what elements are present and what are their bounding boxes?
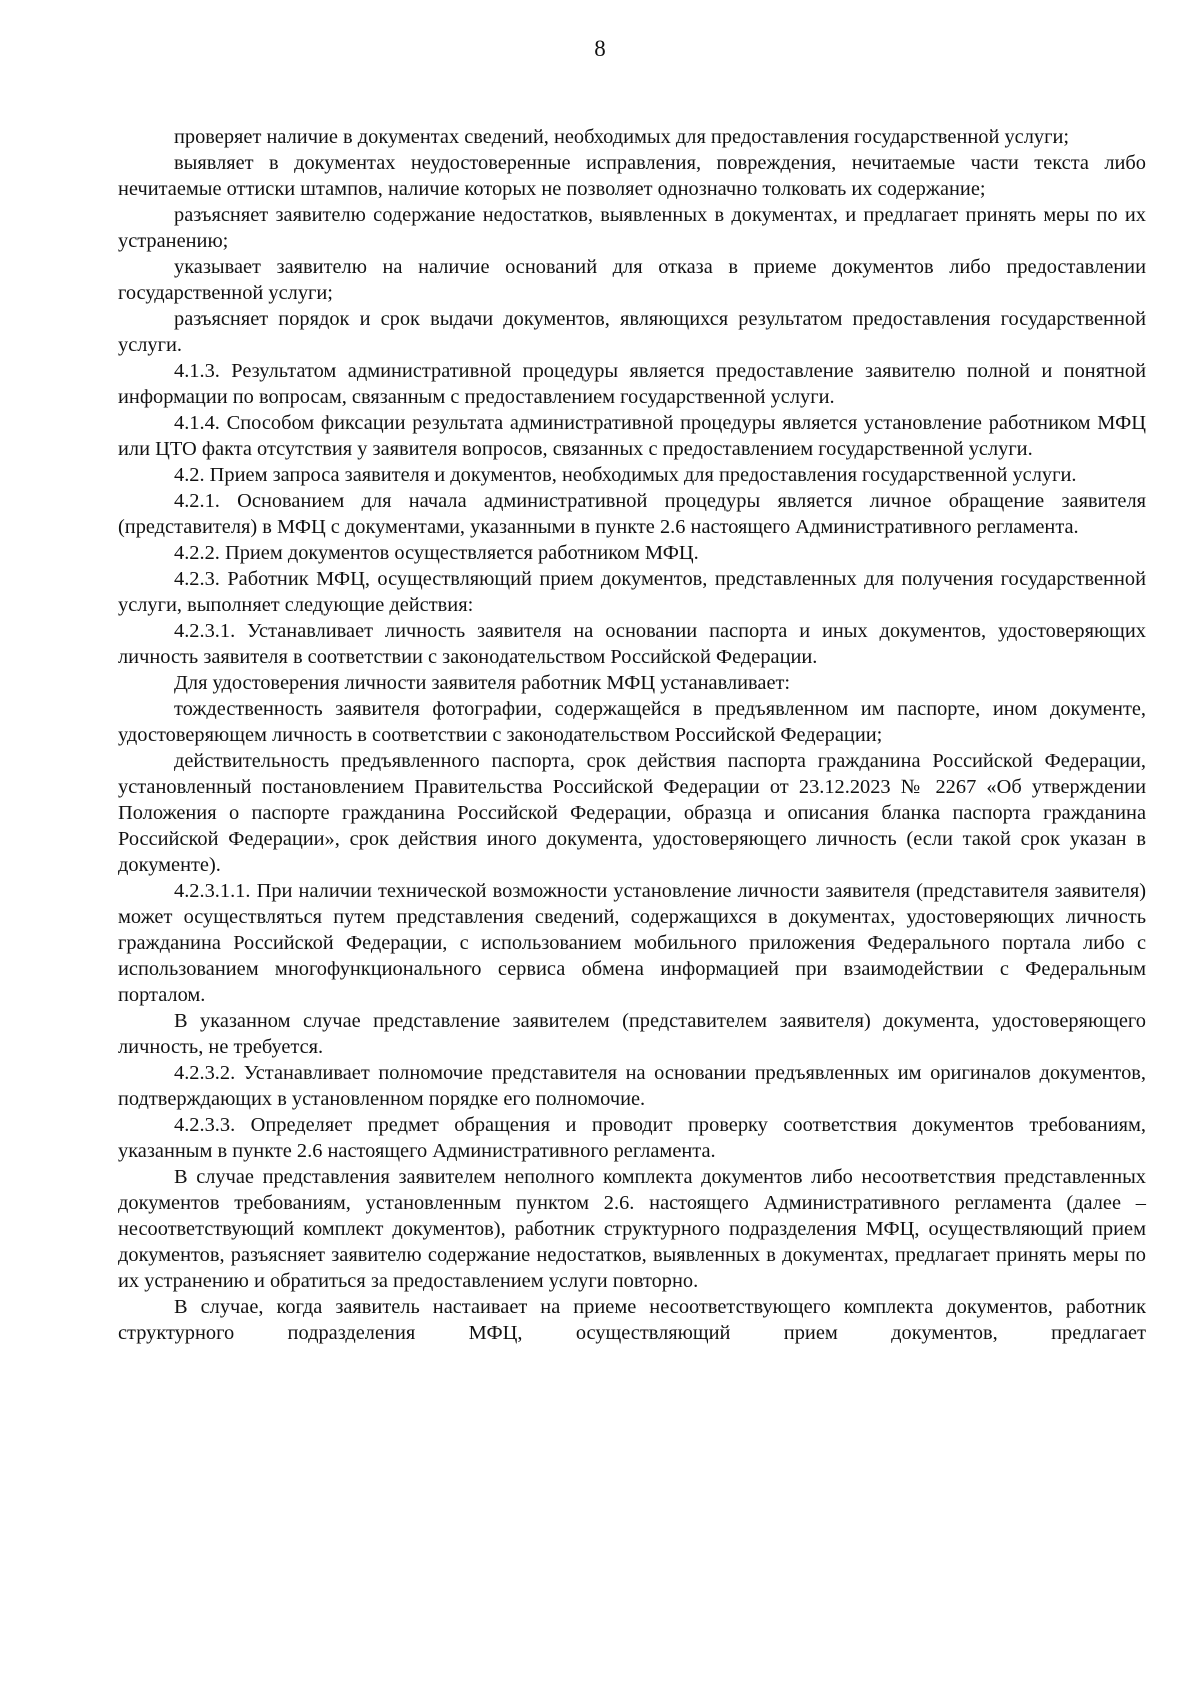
paragraph: 4.2.3.1. Устанавливает личность заявителя на основании паспорта и иных документов, удостоверяющих личность заявителя в соответствии с законодательством Российской Федерации. xyxy=(118,620,1146,668)
paragraph-continued: В случае, когда заявитель настаивает на приеме несоответствующего комплекта документов, работник структурного подразделения МФЦ, осуществляющий прием документов, предлагает xyxy=(118,1296,1146,1344)
section-heading: 4.2. Прием запроса заявителя и документов, необходимых для предоставления государственной услуги. xyxy=(174,464,1077,486)
paragraph: 4.1.3. Результатом административной процедуры является предоставление заявителю полной и понятной информации по вопросам, связанным с предоставлением государственной услуги. xyxy=(118,360,1146,408)
paragraph: 4.2.3.1.1. При наличии технической возможности установление личности заявителя (представителя заявителя) может осуществляться путем представления сведений, содержащихся в документах, удостоверяющих личность гражданина Российской Федерации, с использованием мобильного приложения Федерального портала либо с использованием многофункционального сервиса обмена информацией при взаимодействии с Федеральным порталом. xyxy=(118,880,1146,1006)
paragraph: разъясняет заявителю содержание недостатков, выявленных в документах, и предлагает принять меры по их устранению; xyxy=(118,204,1146,252)
paragraph: действительность предъявленного паспорта, срок действия паспорта гражданина Российской Федерации, установленный постановлением Правительства Российской Федерации от 23.12.2023 № 2267 «Об утверждении Положения о паспорте гражданина Российской Федерации, образца и описания бланка паспорта гражданина Российской Федерации», срок действия иного документа, удостоверяющего личность (если такой срок указан в документе). xyxy=(118,750,1146,876)
document-body xyxy=(118,124,1146,1346)
paragraph: 4.2.3.2. Устанавливает полномочие представителя на основании предъявленных им оригиналов документов, подтверждающих в установленном порядке его полномочие. xyxy=(118,1062,1146,1110)
paragraph: 4.2.1. Основанием для начала административной процедуры является личное обращение заявителя (представителя) в МФЦ с документами, указанными в пункте 2.6 настоящего Административного регламента. xyxy=(118,490,1146,538)
paragraph: 4.2.2. Прием документов осуществляется работником МФЦ. xyxy=(174,542,699,564)
paragraph: разъясняет порядок и срок выдачи документов, являющихся результатом предоставления государственной услуги. xyxy=(118,308,1146,356)
paragraph: В случае представления заявителем неполного комплекта документов либо несоответствия представленных документов требованиям, установленным пунктом 2.6. настоящего Административного регламента (далее – несоответствующий комплект документов), работник структурного подразделения МФЦ, осуществляющий прием документов, разъясняет заявителю содержание недостатков, выявленных в документах, предлагает принять меры по их устранению и обратиться за предоставлением услуги повторно. xyxy=(118,1166,1146,1292)
paragraph: Для удостоверения личности заявителя работник МФЦ устанавливает: xyxy=(174,672,791,694)
paragraph: проверяет наличие в документах сведений, необходимых для предоставления государственной услуги; xyxy=(174,126,1070,148)
paragraph: выявляет в документах неудостоверенные исправления, повреждения, нечитаемые части текста либо нечитаемые оттиски штампов, наличие которых не позволяет однозначно толковать их содержание; xyxy=(118,152,1146,200)
paragraph: 4.1.4. Способом фиксации результата административной процедуры является установление работником МФЦ или ЦТО факта отсутствия у заявителя вопросов, связанных с предоставлением государственной услуги. xyxy=(118,412,1146,460)
paragraph: 4.2.3. Работник МФЦ, осуществляющий прием документов, представленных для получения государственной услуги, выполняет следующие действия: xyxy=(118,568,1146,616)
paragraph: указывает заявителю на наличие оснований для отказа в приеме документов либо предоставлении государственной услуги; xyxy=(118,256,1146,304)
paragraph: 4.2.3.3. Определяет предмет обращения и проводит проверку соответствия документов требованиям, указанным в пункте 2.6 настоящего Административного регламента. xyxy=(118,1114,1146,1162)
page-number: 8 xyxy=(594,36,606,61)
paragraph: тождественность заявителя фотографии, содержащейся в предъявленном им паспорте, ином документе, удостоверяющем личность в соответствии с законодательством Российской Федерации; xyxy=(118,698,1146,746)
paragraph: В указанном случае представление заявителем (представителем заявителя) документа, удостоверяющего личность, не требуется. xyxy=(118,1010,1146,1058)
